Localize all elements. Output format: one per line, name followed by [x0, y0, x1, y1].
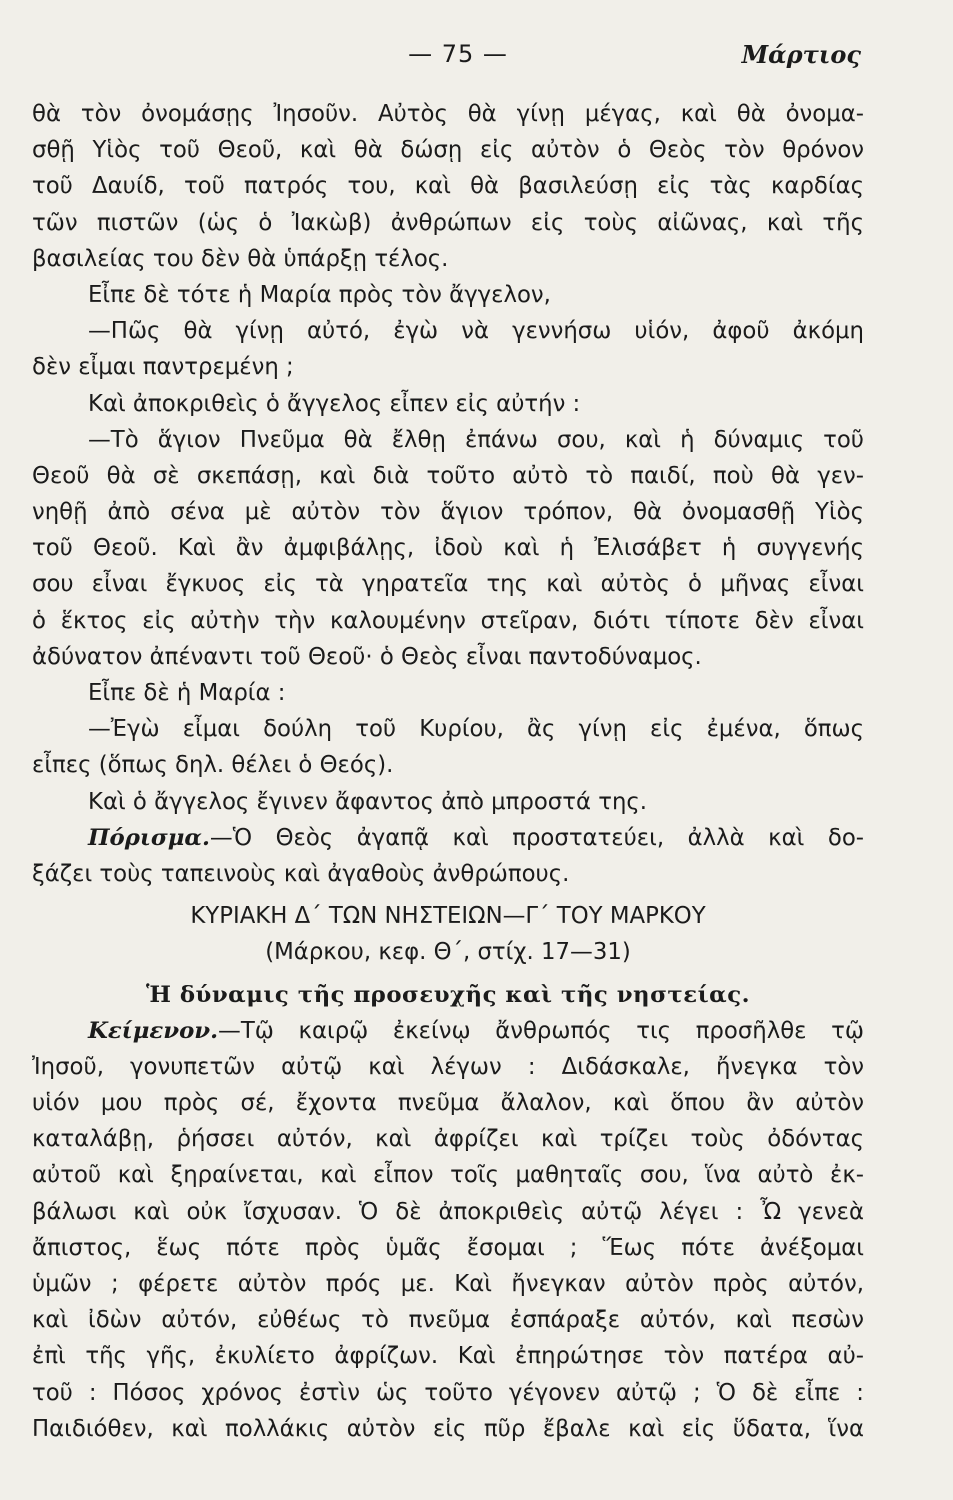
- text-line: Καὶ ἀποκριθεὶς ὁ ἄγγελος εἶπεν εἰς αὐτήν :: [88, 390, 581, 417]
- text-line: καταλάβῃ, ῥήσσει αὐτόν, καὶ ἀφρίζει καὶ τρίζει τοὺς ὀδόντας: [32, 1126, 864, 1153]
- text-line: Θεοῦ θὰ σὲ σκεπάσῃ, καὶ διὰ τοῦτο αὐτὸ τὸ παιδί, ποὺ θὰ γεν-: [32, 462, 864, 489]
- body-text: [32, 96, 864, 1447]
- text-line: βασιλείας του δὲν θὰ ὑπάρξῃ τέλος.: [32, 245, 449, 272]
- text-line: ἀδύνατον ἀπέναντι τοῦ Θεοῦ· ὁ Θεὸς εἶναι παντοδύναμος.: [32, 643, 702, 670]
- text-line: βάλωσι καὶ οὐκ ἴσχυσαν. Ὁ δὲ ἀποκριθεὶς αὐτῷ λέγει : Ὦ γενεὰ: [32, 1198, 864, 1225]
- page-header: [0, 40, 953, 80]
- text-line: Εἶπε δὲ τότε ἡ Μαρία πρὸς τὸν ἄγγελον,: [88, 281, 551, 308]
- text-line: υἱόν μου πρὸς σέ, ἔχοντα πνεῦμα ἄλαλον, καὶ ὅπου ἂν αὐτὸν: [32, 1090, 864, 1117]
- page-number: — 75 —: [408, 40, 508, 68]
- text-line: σθῇ Υἱὸς τοῦ Θεοῦ, καὶ θὰ δώσῃ εἰς αὐτὸν ὁ Θεὸς τὸν θρόνον: [32, 137, 864, 164]
- text-line: —Τὸ ἅγιον Πνεῦμα θὰ ἔλθῃ ἐπάνω σου, καὶ ἡ δύναμις τοῦ: [88, 426, 864, 453]
- keimenon-text: —Τῷ καιρῷ ἐκείνῳ ἄνθρωπός τις προσῆλθε τῷ: [218, 1017, 864, 1044]
- text-line: θὰ τὸν ὀνομάσῃς Ἰησοῦν. Αὐτὸς θὰ γίνῃ μέγας, καὶ θὰ ὀνομα-: [32, 101, 864, 127]
- text-line: Παιδιόθεν, καὶ πολλάκις αὐτὸν εἰς πῦρ ἔβαλε καὶ εἰς ὕδατα, ἵνα: [32, 1415, 864, 1442]
- text-line: τοῦ : Πόσος χρόνος ἐστὶν ὡς τοῦτο γέγονεν αὐτῷ ; Ὁ δὲ εἶπε :: [32, 1379, 864, 1406]
- text-line: ἄπιστος, ἕως πότε πρὸς ὑμᾶς ἔσομαι ; Ἕως πότε ἀνέξομαι: [32, 1234, 864, 1261]
- running-title: Μάρτιος: [741, 40, 861, 69]
- keimenon-label: Κείμενον.: [88, 1017, 219, 1044]
- text-line: ἐπὶ τῆς γῆς, ἐκυλίετο ἀφρίζων. Καὶ ἐπηρώτησε τὸν πατέρα αὐ-: [32, 1343, 864, 1370]
- text-line: ξάζει τοὺς ταπεινοὺς καὶ ἀγαθοὺς ἀνθρώπους.: [32, 860, 570, 887]
- keimenon-line: [32, 1013, 864, 1049]
- porisma-label: Πόρισμα.: [88, 824, 210, 851]
- text-line: —Ἐγὼ εἶμαι δούλη τοῦ Κυρίου, ἂς γίνῃ εἰς ἐμένα, ὅπως: [88, 716, 864, 743]
- text-line: τοῦ Δαυίδ, τοῦ πατρός του, καὶ θὰ βασιλεύσῃ εἰς τὰς καρδίας: [32, 173, 864, 200]
- text-line: Εἶπε δὲ ἡ Μαρία :: [88, 680, 286, 706]
- section-reference: (Μάρκου, κεφ. Θ΄, στίχ. 17—31): [265, 939, 631, 966]
- text-line: τοῦ Θεοῦ. Καὶ ἂν ἀμφιβάλῃς, ἰδοὺ καὶ ἡ Ἐλισάβετ ἡ συγγενής: [32, 535, 864, 562]
- section-heading: Ἡ δύναμις τῆς προσευχῆς καὶ τῆς νηστείας.: [145, 981, 751, 1008]
- text-line: Ἰησοῦ, γονυπετῶν αὐτῷ καὶ λέγων : Διδάσκαλε, ἤνεγκα τὸν: [32, 1053, 864, 1080]
- text-line: ὑμῶν ; φέρετε αὐτὸν πρός με. Καὶ ἤνεγκαν αὐτὸν πρὸς αὐτόν,: [32, 1271, 864, 1297]
- text-line: Καὶ ὁ ἄγγελος ἔγινεν ἄφαντος ἀπὸ μπροστά της.: [88, 788, 648, 815]
- porisma-line: [32, 820, 864, 856]
- text-line: τῶν πιστῶν (ὡς ὁ Ἰακὼβ) ἀνθρώπων εἰς τοὺς αἰῶνας, καὶ τῆς: [32, 209, 864, 236]
- porisma-text: —Ὁ Θεὸς ἀγαπᾷ καὶ προστατεύει, ἀλλὰ καὶ δο-: [209, 824, 864, 851]
- text-line: καὶ ἰδὼν αὐτόν, εὐθέως τὸ πνεῦμα ἐσπάραξε αὐτόν, καὶ πεσὼν: [32, 1307, 864, 1334]
- text-line: νηθῇ ἀπὸ σένα μὲ αὐτὸν τὸν ἅγιον τρόπον, θὰ ὀνομασθῇ Υἱὸς: [32, 499, 864, 526]
- text-line: εἶπες (ὅπως δηλ. θέλει ὁ Θεός).: [32, 752, 394, 779]
- text-line: σου εἶναι ἔγκυος εἰς τὰ γηρατεῖα της καὶ αὐτὸς ὁ μῆνας εἶναι: [32, 571, 864, 598]
- text-line: αὐτοῦ καὶ ξηραίνεται, καὶ εἶπον τοῖς μαθηταῖς σου, ἵνα αὐτὸ ἐκ-: [32, 1162, 864, 1189]
- text-line: δὲν εἶμαι παντρεμένη ;: [32, 354, 294, 381]
- text-line: —Πῶς θὰ γίνῃ αὐτό, ἐγὼ νὰ γεννήσω υἱόν, ἀφοῦ ἀκόμη: [88, 318, 864, 345]
- text-line: ὁ ἕκτος εἰς αὐτὴν τὴν καλουμένην στεῖραν, διότι τίποτε δὲν εἶναι: [32, 607, 864, 634]
- section-title: ΚΥΡΙΑΚΗ Δ΄ ΤΩΝ ΝΗΣΤΕΙΩΝ—Γ΄ ΤΟΥ ΜΑΡΚΟΥ: [190, 903, 706, 930]
